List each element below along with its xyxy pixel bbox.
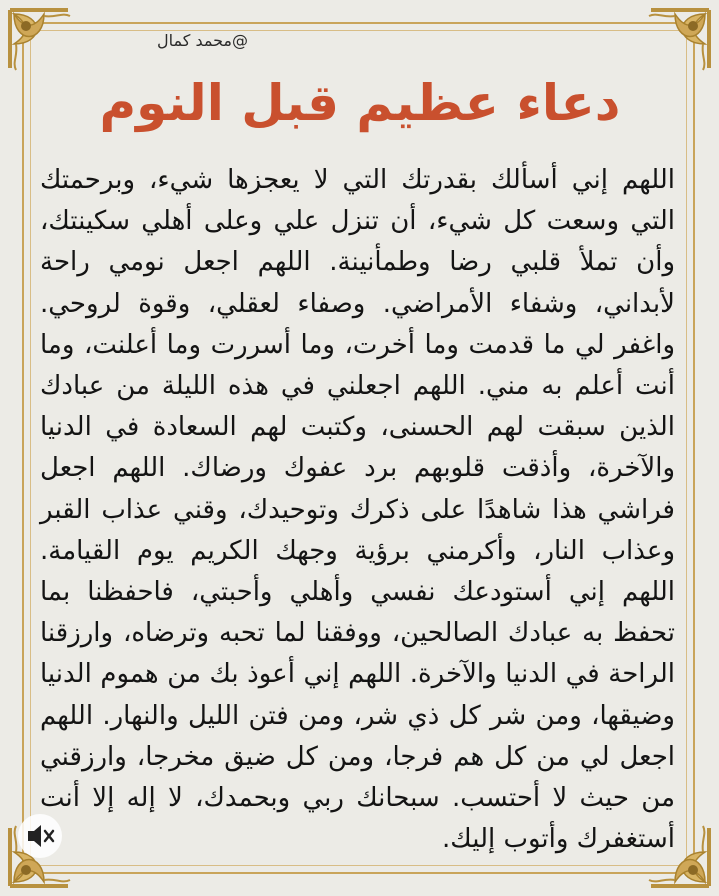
ornament-corner-icon	[645, 4, 715, 74]
author-signature	[118, 22, 248, 58]
prayer-text: اللهم إني أسألك بقدرتك التي لا يعجزها شيء، وبرحمتك التي وسعت كل شيء، أن تنزل علي وعلى أهلي سكينتك، وأن تملأ قلبي رضا وطمأنينة. اللهم اجعل نومي راحة لأبداني، وشفاء الأمراضي. وصفاء لعقلي، وقوة لروحي. واغفر لي ما قدمت وما أخرت، وما أسررت وما أعلنت، وما أنت أعلم به مني. اللهم اجعلني في هذه الليلة من عبادك الذين سبقت لهم الحسنى، وكتبت لهم السعادة في الدنيا والآخرة، وأذقت قلوبهم برد عفوك ورضاك. اللهم اجعل فراشي هذا شاهدًا على ذكرك وتوحيدك، وقني عذاب القبر وعذاب النار، وأكرمني برؤية وجهك الكريم يوم القيامة. اللهم إني أستودعك نفسي وأهلي وأحبتي، فاحفظنا بما تحفظ به عبادك الصالحين، ووفقنا لما تحبه وترضاه، وارزقنا الراحة في الدنيا والآخرة. اللهم إني أعوذ بك من هموم الدنيا وضيقها، ومن شر كل ذي شر، ومن فتن الليل والنهار. اللهم اجعل لي من كل هم فرجا، ومن كل ضيق مخرجا، وارزقني من حيث لا أحتسب. سبحانك ربي وبحمدك، لا إله إلا أنت أستغفرك وأتوب إليك.	[40, 165, 675, 855]
speaker-muted-icon[interactable]	[16, 812, 64, 860]
signature-handle: @محمد كمال	[157, 30, 248, 50]
page-title: دعاء عظيم قبل النوم	[99, 74, 621, 132]
ornament-corner-icon	[4, 4, 74, 74]
